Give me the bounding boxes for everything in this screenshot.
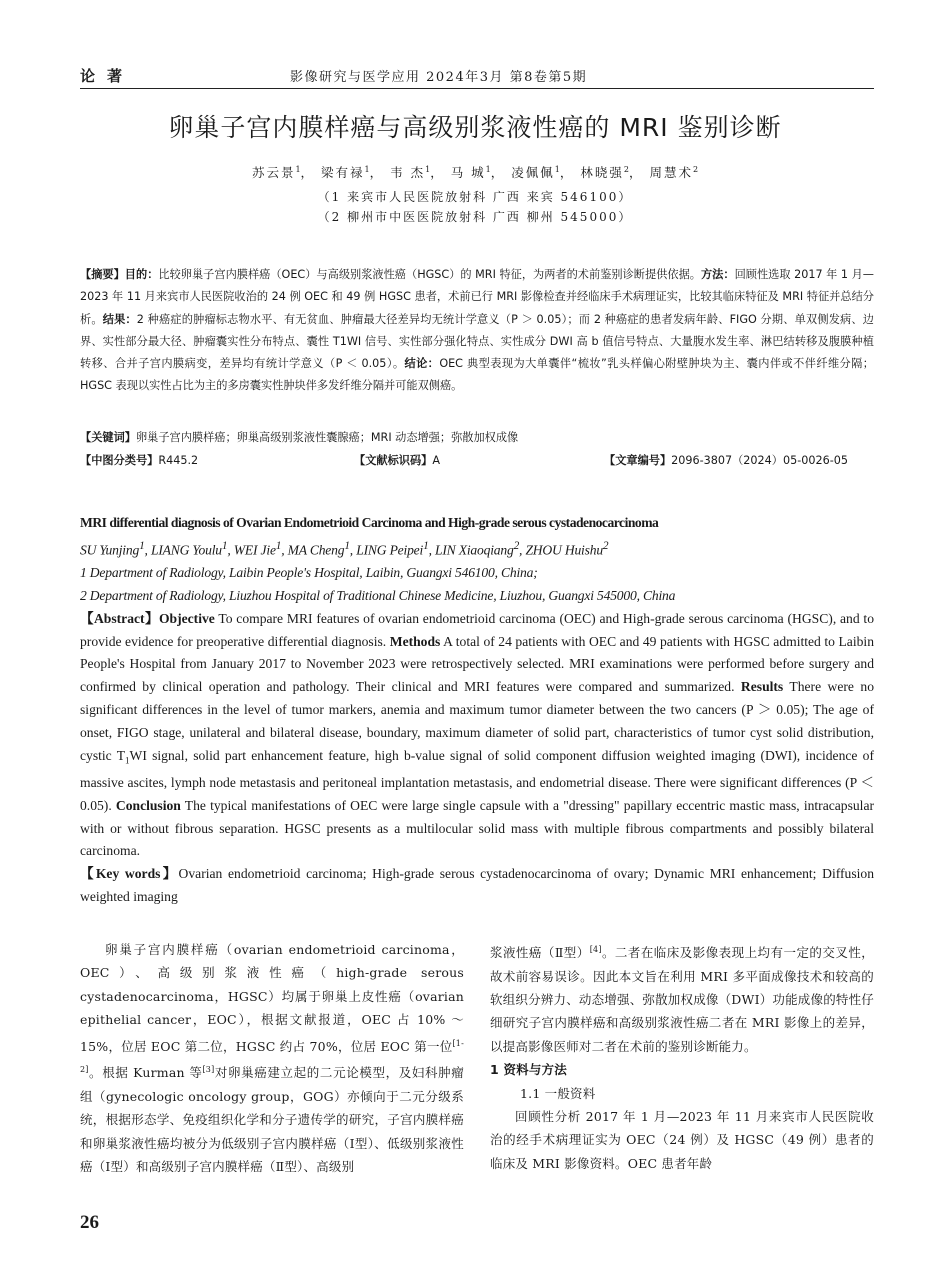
subsection-heading: 1.1 一般资料	[520, 1085, 596, 1101]
english-abstract-block	[80, 512, 874, 909]
citation: [4]	[589, 945, 602, 954]
classification-line: 【中图分类号】R445.2 【文献标识码】A 【文章编号】2096-3807（2024）05-0026-05	[80, 454, 848, 467]
english-keywords: 【Key words】Ovarian endometrioid carcinoma; High-grade serous cystadenocarcinoma of ovary; Dynamic MRI enhancement; Diffusion weighted imaging	[80, 866, 874, 904]
english-affiliation-1: 1 Department of Radiology, Laibin People's Hospital, Laibin, Guangxi 546100, China;	[80, 565, 538, 581]
english-authors: SU Yunjing$^1$, LIANG Youlu$^1$, WEI Jie$^1$, MA Cheng$^1$, LING Peipei$^1$, LIN Xiaoqiang$^2$, ZHOU Huishu$^2$	[80, 539, 609, 558]
section-heading: 1 资料与方法	[490, 1062, 567, 1078]
author: 梁有禄	[321, 165, 365, 180]
citation: [1-2]	[80, 1038, 464, 1075]
body-paragraph: 卵巢子宫内膜样癌（ovarian endometrioid carcinoma，OEC）、高级别浆液性癌（high-grade serous cystadenocarcinoma，HGSC）均属于卵巢上皮性癌（ovarian epithelial cancer，EOC），根据文献报道，OEC 占 10% ～ 15%，位居 EOC 第二位，HGSC 约占 70%，位居 EOC 第一位[1-2]。根据 Kurman 等[3]对卵巢癌建立起的二元论模型，及妇科肿瘤组（gynecologic oncology group，GOG）亦倾向于二元分级系统，根据形态学、免疫组织化学和分子遗传学的研究，子宫内膜样癌和卵巢浆液性癌均被分为低级别子宫内膜样癌（Ⅰ型）、低级别浆液性癌（Ⅰ型）和高级别子宫内膜样癌（Ⅱ型）、高级别	[80, 942, 464, 1174]
body-column-right	[490, 938, 874, 1175]
affiliation-1: （1 来宾市人民医院放射科 广西 来宾 546100）	[317, 190, 633, 204]
running-head	[80, 62, 874, 89]
affiliation-2: （2 柳州市中医医院放射科 广西 柳州 545000）	[317, 210, 633, 224]
chinese-abstract: 【摘要】目的：比较卵巢子宫内膜样癌（OEC）与高级别浆液性癌（HGSC）的 MRI 特征，为两者的术前鉴别诊断提供依据。方法：回顾性选取 2017 年 1 月—2023 年 11 月来宾市人民医院收治的 24 例 OEC 和 49 例 HGSC 患者，术前已行 MRI 影像检查并经临床手术病理证实，比较其临床特征及 MRI 特征并总结分析。结果：2 种癌症的肿瘤标志物水平、有无贫血、肿瘤最大径差异均无统计学意义（P ＞ 0.05）；而 2 种癌症的患者发病年龄、FIGO 分期、单双侧发病、边界、实性部分最大径、肿瘤囊实性分布特点、囊性 T1WI 信号、实性部分强化特点、实性成分 DWI 高 b 值信号特点、大量腹水发生率、淋巴结转移及腹膜种植转移、合并子宫内膜病变，差异均有统计学意义（P ＜ 0.05）。结论：OEC 典型表现为大单囊伴“梳妆”乳头样偏心附壁肿块为主、囊内伴或不伴纤维分隔；HGSC 表现以实性占比为主的多房囊实性肿块伴多发纤维分隔并可能双侧癌。	[80, 268, 874, 393]
author: 苏云景	[251, 165, 296, 180]
citation: [3]	[202, 1065, 215, 1075]
body-paragraph: 回顾性分析 2017 年 1 月—2023 年 11 月来宾市人民医院收治的经手术病理证实为 OEC（24 例）及 HGSC（49 例）患者的临床及 MRI 影像资料。OEC 患者年龄	[490, 1109, 874, 1171]
author: 凌佩佩	[511, 165, 555, 180]
body-paragraph: 浆液性癌（Ⅱ型）[4]。二者在临床及影像表现上均有一定的交叉性，故术前容易误诊。因此本文旨在利用 MRI 多平面成像技术和较高的软组织分辨力、动态增强、弥散加权成像（DWI）功能成像的特性仔细研究子宫内膜样癌和高级别浆液性癌二者在 MRI 影像上的差异，以提高影像医师对二者在术前的鉴别诊断能力。	[490, 945, 875, 1054]
chinese-keywords: 【关键词】卵巢子宫内膜样癌；卵巢高级别浆液性囊腺癌；MRI 动态增强；弥散加权成像	[80, 431, 519, 444]
section-label: 论著	[80, 67, 135, 85]
english-title: MRI differential diagnosis of Ovarian Endometrioid Carcinoma and High-grade serous cystadenocarcinoma	[80, 515, 659, 530]
author: 周慧术	[649, 165, 693, 180]
author-list: 苏云景$^1$， 梁有禄$^1$， 韦 杰$^1$， 马 城$^1$， 凌佩佩$^1$， 林晓强$^2$， 周慧术$^2$	[251, 164, 699, 180]
english-affiliation-2: 2 Department of Radiology, Liuzhou Hospital of Traditional Chinese Medicine, Liuzhou, Guangxi 545000, China	[80, 587, 676, 603]
body-column-left	[80, 938, 464, 1178]
page-number: 26	[80, 1212, 99, 1233]
author: 林晓强	[580, 165, 624, 180]
author: 韦 杰	[390, 165, 426, 180]
english-abstract: 【Abstract】Objective To compare MRI features of ovarian endometrioid carcinoma (OEC) and High-grade serous carcinoma (HGSC), and to provide evidence for preoperative differential diagnosis. Methods A total of 24 patients with OEC and 49 patients with HGSC admitted to Laibin People's Hospital from January 2017 to November 2023 were retrospectively selected. MRI examinations were performed before surgery and confirmed by clinical operation and pathology. Their clinical and MRI features were compared and summarized. Results There were no significant differences in the level of tumor markers, anemia and maximum tumor diameter between the two cancers (P ＞ 0.05); The age of onset, FIGO stage, unilateral and bilateral disease, boundary, maximum diameter of solid part, characteristics of tumor cyst solid distribution, cystic $T_1WI$ signal, solid part enhancement feature, high b-value signal of solid component diffusion weighted imaging (DWI), incidence of massive ascites, lymph node metastasis and peritoneal implantation metastasis, and endometrial disease. There were significant differences (P ＜ 0.05). Conclusion The typical manifestations of OEC were large single capsule with a "dressing" papillary eccentric mastic mass, intracapsular with or without fibrous separation. HGSC presents as a multilocular solid mass with multiple fibrous compartments and possibly bilateral carcinoma.	[80, 610, 875, 859]
author: 马 城	[450, 165, 486, 180]
journal-info: 影像研究与医学应用 2024年3月 第8卷第5期	[290, 70, 588, 85]
paper-title: 卵巢子宫内膜样癌与高级别浆液性癌的 MRI 鉴别诊断	[168, 113, 782, 142]
